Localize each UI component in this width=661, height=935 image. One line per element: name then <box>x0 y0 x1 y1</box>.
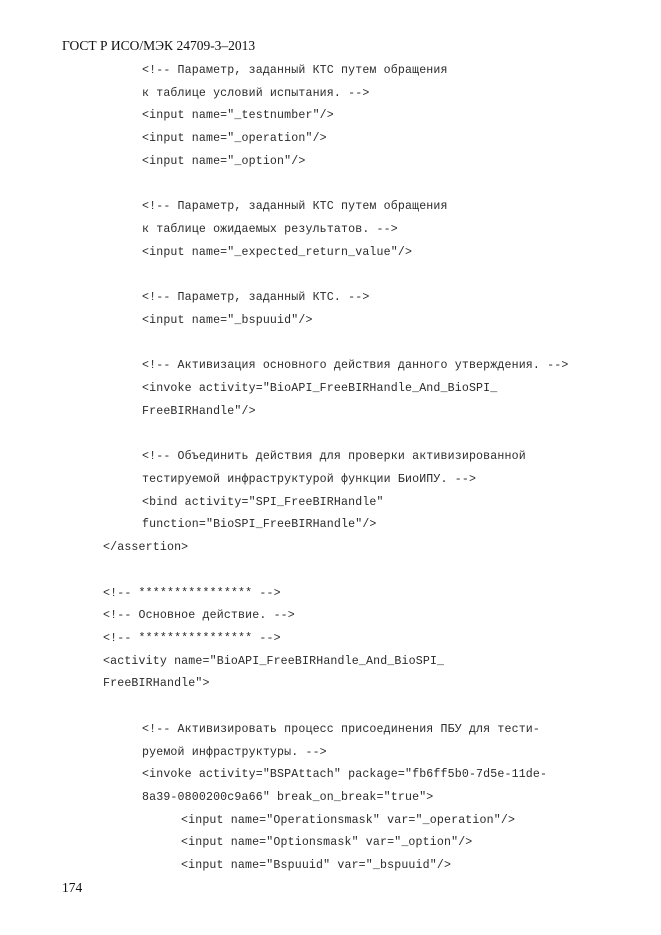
code-line: <!-- Активизировать процесс присоединения ПБУ для тести- <box>142 722 541 736</box>
code-line: к таблице ожидаемых результатов. --> <box>142 223 398 237</box>
code-line: <input name="_bspuuid"/> <box>142 313 313 327</box>
code-line: <input name="_operation"/> <box>142 132 327 146</box>
code-line: <input name="_option"/> <box>142 154 306 168</box>
code-line: <input name="Bspuuid" var="_bspuuid"/> <box>181 859 452 873</box>
code-line: <!-- Объединить действия для проверки активизированной <box>142 450 526 464</box>
code-line: <!-- **************** --> <box>103 586 281 600</box>
code-line: <bind activity="SPI_FreeBIRHandle" <box>142 495 384 509</box>
code-line: FreeBIRHandle"> <box>103 677 210 691</box>
code-line: <!-- Параметр, заданный КТС путем обращения <box>142 64 448 77</box>
code-line: <input name="_expected_return_value"/> <box>142 245 413 259</box>
code-line: руемой инфраструктуры. --> <box>142 745 327 759</box>
code-line: <!-- Активизация основного действия данного утверждения. --> <box>142 359 569 373</box>
code-line: <!-- **************** --> <box>103 632 281 645</box>
code-line: тестируемой инфраструктурой функции БиоИПУ. --> <box>142 472 477 486</box>
code-line: <input name="Optionsmask" var="_option"/> <box>181 836 473 850</box>
code-line: <invoke activity="BSPAttach" package="fb6ff5b0-7d5e-11de- <box>142 768 548 782</box>
code-line: </assertion> <box>103 541 189 555</box>
document-header: ГОСТ Р ИСО/МЭК 24709-3–2013 <box>62 38 256 53</box>
code-line: <input name="_testnumber"/> <box>142 109 334 123</box>
code-line: 8a39-0800200c9a66" break_on_break="true"> <box>142 791 434 805</box>
code-line: <!-- Параметр, заданный КТС. --> <box>142 291 370 305</box>
code-line: <activity name="BioAPI_FreeBIRHandle_And_BioSPI_ <box>103 654 445 668</box>
code-line: <!-- Основное действие. --> <box>103 609 295 623</box>
code-line: к таблице условий испытания. --> <box>142 86 370 100</box>
code-line: <input name="Operationsmask" var="_operation"/> <box>181 813 516 827</box>
code-line: function="BioSPI_FreeBIRHandle"/> <box>142 518 377 532</box>
page-number: 174 <box>62 880 83 895</box>
code-line: <!-- Параметр, заданный КТС путем обращения <box>142 200 448 214</box>
code-line: FreeBIRHandle"/> <box>142 404 256 418</box>
code-line: <invoke activity="BioAPI_FreeBIRHandle_And_BioSPI_ <box>142 382 498 396</box>
